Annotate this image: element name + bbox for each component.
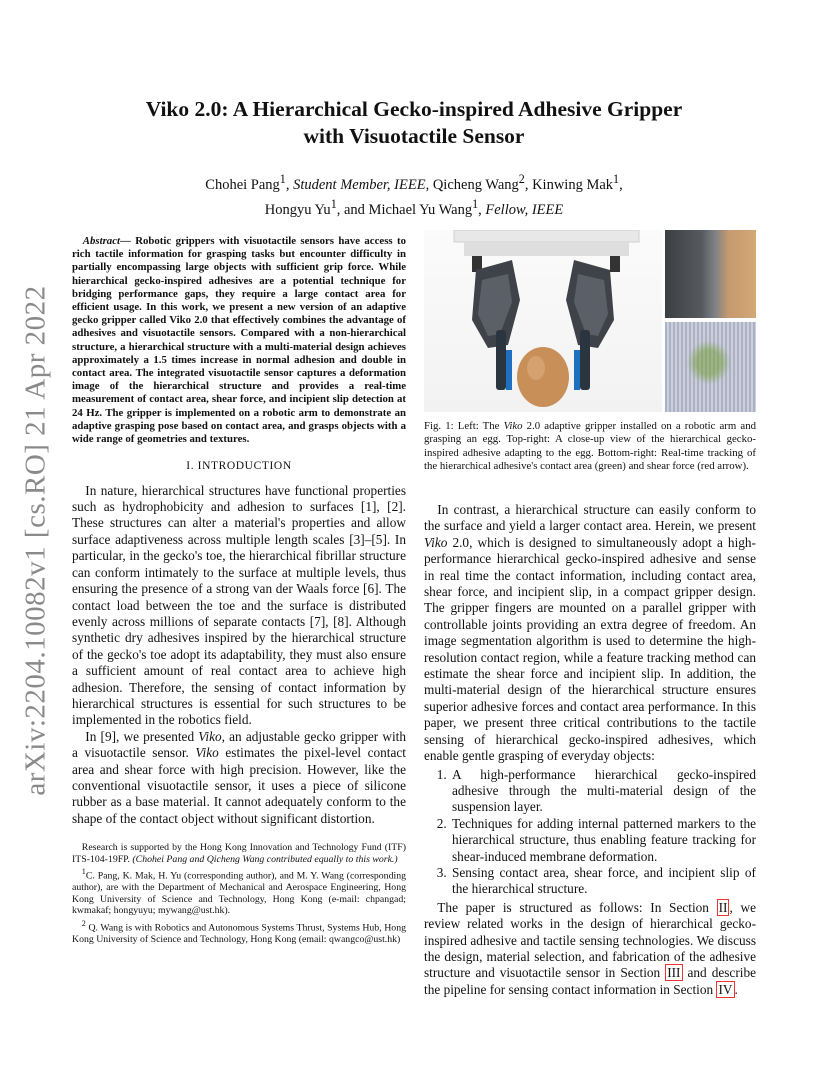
text-run: (Chohei Pang and Qicheng Wang contributed equally to this work.) [132,853,398,865]
author-grade: Fellow, IEEE [485,201,564,218]
affiliation-mark: 2 [518,172,525,186]
section-link-ii[interactable]: II [718,899,728,915]
affiliation-mark: 1 [472,196,479,211]
left-column [72,235,406,946]
footnotes [72,841,406,945]
arxiv-sidebar [10,280,62,800]
footnote-affiliation-2 [72,918,406,945]
affiliation-mark: 1 [330,196,337,211]
contribution-item: 1. A high-performance hierarchical gecko-inspired adhesive through the multi-material design of the suspension layer. [450,767,756,816]
author-name: , Qicheng Wang [425,176,519,193]
separator: , [619,176,623,193]
text-run: 2.0 adaptive gripper installed on a robotic arm and grasping an egg. Top-right: A close-up view of the hierarchical gecko-inspired adhesive adapting to the egg. Bottom-right: Real-time tracking of the hierarchical adhesive's contact area (green) and shear force (red arrow). [424,420,756,473]
author-name: , and Michael Yu Wang [336,201,473,218]
author-name: , Kinwing Mak [524,176,614,193]
text-run: , an adjustable gecko gripper with a visuotactile sensor. [72,728,406,761]
affiliation-mark: 1 [81,867,86,877]
text-run: 2.0, which is designed to simultaneously adopt a high-performance hierarchical gecko-inspired adhesive and sense in real time the contact information, including contact area, shear force, and incipient slip, in a compact gripper design. The gripper fingers are mounted on a parallel gripper with controllable joints providing an extra degree of freedom. An image segmentation algorithm is used to determine the high-resolution contact region, while a feature tracking method can estimate the shear force and incipient slip. In addition, the multi-material design of the hierarchical structure ensures superior adhesive forces and contact area performance. In this paper, we present three critical contributions to the tactile sensing of hierarchical gecko-inspired adhesives, which enable gentle grasping of everyday objects: [424,534,756,764]
text-run: In contrast, a hierarchical structure can easily conform to the surface and yield a larger contact area. Herein, we present [424,502,756,534]
paper-title [90,96,738,150]
separator: , [285,176,294,193]
contribution-item: 3. Sensing contact area, shear force, and incipient slip of the hierarchical structure. [450,865,756,898]
right-paragraph-1 [424,502,756,765]
text-run: C. Pang, K. Mak, H. Yu (corresponding author), and M. Y. Wang (corresponding author), are with the Department of Mechanical and Aerospace Engineering, Hong Kong University of Science and Technology, Hong Kong (e-mail: chpangad; kwmakaf; hongyuyu; mywang@ust.hk). [72,870,406,917]
text-run: Research is supported by the Hong Kong Innovation and Technology Fund (ITF) ITS-104-19FP. [72,842,406,865]
gripper-name: Viko [198,728,222,744]
abstract [72,235,406,446]
author-name: Hongyu Yu [264,201,331,218]
abstract-label: Abstract [82,235,120,247]
text-run: In [9], we presented [85,728,199,744]
title-line-1: Viko 2.0: A Hierarchical Gecko-inspired Adhesive Gripper [145,97,683,121]
intro-paragraph-1: In nature, hierarchical structures have functional properties such as hydrophobicity and adhesion to surfaces [1], [2]. These structures can alter a material's properties and allow surface adaptiveness across multiple length scales [3]–[5]. In particular, in the gecko's toe, the hierarchical fibrillar structure can conform intimately to the surface at multiple levels, thus ensuring the presence of a strong van der Waals force [6]. The contact load between the toe and the surface is distributed evenly across millions of separate contacts [7], [8]. Although synthetic dry adhesives inspired by the hierarchical structure of the gecko's toe adopt its adaptability, they must also ensure a sufficient amount of real contact area to achieve high adhesion. Therefore, the sensing of contact information by hierarchical structures is essential for such structures to be implemented in the robotics field. [72,482,406,728]
arxiv-identifier: arXiv:2204.10082v1 [cs.RO] 21 Apr 2022 [19,284,52,796]
figure-1-caption [424,420,756,474]
contribution-list [424,767,756,898]
authors-line-2 [90,195,738,220]
text-run: estimates the pixel-level contact area and shear force with high precision. However, like the conventional visuotactile sensor, it uses a piece of silicone rubber as a base material. It cannot adequately conform to the shape of the contact object without significant distortion. [72,745,406,826]
right-paragraph-2 [424,900,756,998]
intro-paragraph-2 [72,729,406,827]
figure-1 [424,230,756,412]
text-run: and describe the pipeline for sensing contact information in Section [424,965,756,997]
gripper-name: Viko [424,534,448,550]
adhesive-closeup-photo [665,230,756,318]
author-name: Chohei Pang [205,176,280,193]
authors-line-1 [90,170,738,195]
affiliation-mark: 1 [279,172,286,186]
text-run: . [734,981,738,997]
contribution-item: 2. Techniques for adding internal patterned markers to the hierarchical structure, thus enabling feature tracking for shear-induced membrane deformation. [450,816,756,865]
right-column [424,502,756,998]
affiliation-mark: 1 [613,172,620,186]
contact-tracking-image [665,322,756,412]
text-run: The paper is structured as follows: In Section [437,899,717,915]
abstract-text: — Robotic grippers with visuotactile sensors have access to rich tactile information for grasping tasks but encounter difficulty in partially encompassing large objects with sufficient grip force. While hierarchical gecko-inspired adhesives are a potential technique for bridging performance gaps, they require a large contact area for efficient usage. In this work, we present a new version of an adaptive gecko gripper called Viko 2.0 that effectively combines the advantage of adhesives and visuotactile sensors. Compared with a non-hierarchical structure, a hierarchical structure with a multi-material design achieves approximately a 1.5 times increase in normal adhesion and double in contact area. The integrated visuotactile sensor captures a deformation image of the hierarchical structure and provides a real-time measurement of contact area, shear force, and incipient slip detection at 24 Hz. The gripper is implemented on a robotic arm to demonstrate an adaptive grasping pose based on contact area, and grasps objects with a wide range of geometries and textures. [72,235,406,446]
footnote-funding [72,842,406,865]
title-line-2: with Visuotactile Sensor [303,124,525,148]
gripper-illustration [424,230,662,412]
affiliation-mark: 2 [81,919,86,929]
text-run: , we review related works in the design of hierarchical gecko-inspired adhesive and tactile sensing technologies. We discuss the design, material selection, and fabrication of the adhesive structure and visuotactile sensor in Section [424,899,756,981]
section-heading-introduction: I. INTRODUCTION [186,460,292,473]
section-link-iv[interactable]: IV [718,981,733,997]
text-run: Fig. 1: Left: The [424,420,504,432]
separator: , [478,201,486,218]
text-run: Q. Wang is with Robotics and Autonomous Systems Thrust, Systems Hub, Hong Kong University of Science and Technology, Hong Kong (email: qwangco@ust.hk) [72,922,406,945]
author-grade: Student Member, IEEE [293,176,426,193]
section-link-iii[interactable]: III [667,965,681,981]
footnote-affiliation-1 [72,866,406,917]
gripper-photo [424,230,662,412]
gripper-name: Viko [195,745,219,761]
gripper-name: Viko [503,420,523,432]
author-list [90,170,738,220]
